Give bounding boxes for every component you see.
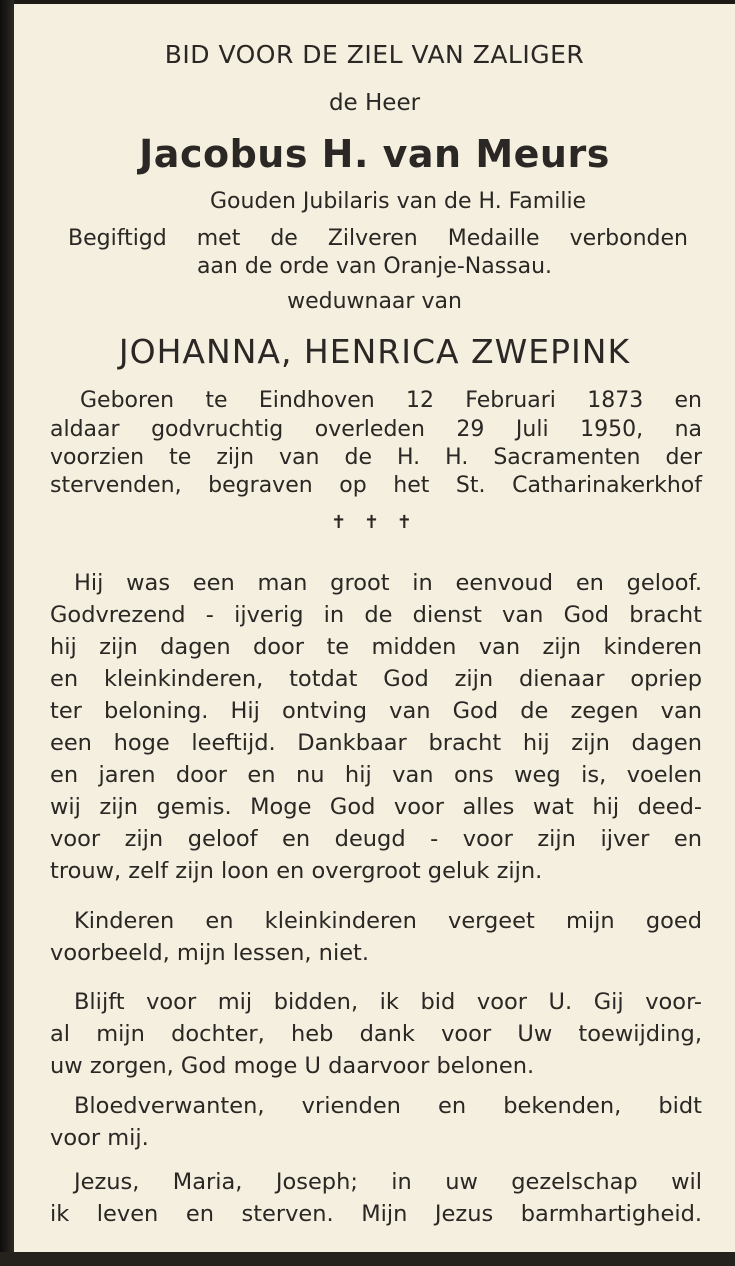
text-line: ter beloning. Hij ontving van God de zegen van: [50, 698, 702, 724]
bio-line: aldaar godvruchtig overleden 29 Juli 1950, na: [50, 417, 702, 442]
cross-icon: ✝: [363, 512, 386, 533]
bio-line: stervenden, begraven op het St. Catharinakerkhof: [50, 473, 702, 498]
cross-icon: ✝: [331, 512, 353, 533]
text-line: trouw, zelf zijn loon en overgroot geluk zijn.: [50, 858, 543, 884]
text-line: Hij was een man groot in eenvoud en geloof.: [74, 570, 702, 596]
text-line: voor zijn geloof en deugd - voor zijn ijver en: [50, 826, 702, 852]
honor-medal-line1: Begiftigd met de Zilveren Medaille verbonden: [68, 226, 688, 251]
prayer-heading: BID VOOR DE ZIEL VAN ZALIGER: [164, 40, 585, 69]
text-line: al mijn dochter, heb dank voor Uw toewijding,: [50, 1021, 702, 1047]
text-line: voor mij.: [50, 1125, 149, 1151]
text-line: een hoge leeftijd. Dankbaar bracht hij zijn dagen: [50, 730, 702, 756]
scan-left-edge: [0, 0, 14, 1266]
memorial-card: [14, 4, 735, 1252]
honor-jubilaris: Gouden Jubilaris van de H. Familie: [210, 189, 587, 214]
text-line: Blijft voor mij bidden, ik bid voor U. Gij voor-: [74, 989, 702, 1015]
spouse-name: JOHANNA, HENRICA ZWEPINK: [118, 332, 631, 371]
text-line: hij zijn dagen door te midden van zijn kinderen: [50, 634, 702, 660]
text-line: voorbeeld, mijn lessen, niet.: [50, 940, 370, 966]
text-line: en kleinkinderen, totdat God zijn dienaar opriep: [50, 666, 702, 692]
cross-divider: [14, 512, 735, 533]
cross-icon: ✝: [396, 512, 418, 533]
honor-medal-line2: aan de orde van Oranje-Nassau.: [196, 254, 553, 279]
deceased-name: Jacobus H. van Meurs: [139, 132, 610, 176]
text-line: Godvrezend - ijverig in de dienst van God bracht: [50, 602, 702, 628]
widower-of: weduwnaar van: [287, 289, 462, 314]
scan-bottom-edge: [0, 1252, 735, 1266]
text-line: ik leven en sterven. Mijn Jezus barmhartigheid.: [50, 1201, 702, 1227]
bio-line: voorzien te zijn van de H. H. Sacramenten der: [50, 445, 702, 470]
bio-line: Geboren te Eindhoven 12 Februari 1873 en: [80, 388, 702, 413]
text-line: wij zijn gemis. Moge God voor alles wat hij deed-: [50, 794, 702, 820]
text-line: Bloedverwanten, vrienden en bekenden, bidt: [74, 1093, 702, 1119]
honorific: de Heer: [328, 90, 421, 116]
text-line: Jezus, Maria, Joseph; in uw gezelschap wil: [74, 1169, 702, 1195]
text-line: Kinderen en kleinkinderen vergeet mijn goed: [74, 908, 702, 934]
text-line: en jaren door en nu hij van ons weg is, voelen: [50, 762, 702, 788]
text-line: uw zorgen, God moge U daarvoor belonen.: [50, 1053, 535, 1079]
